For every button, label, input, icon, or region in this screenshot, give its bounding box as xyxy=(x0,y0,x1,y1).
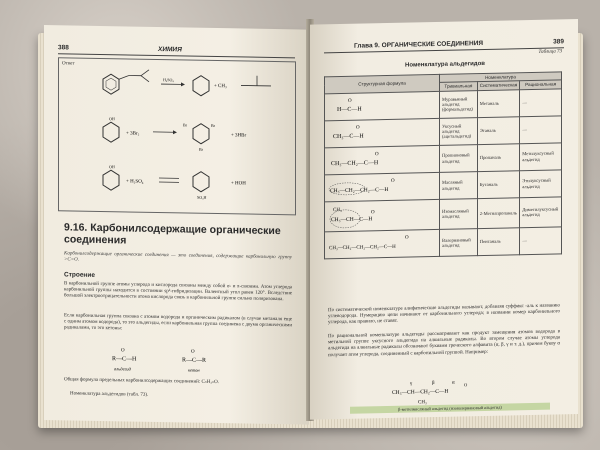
definition-text: Карбонилсодержащие органические соединения — это соединения, содержащие карбонильную группу >C=O. xyxy=(64,251,292,263)
trivial-cell: Валериановый альдегид xyxy=(440,229,478,257)
svg-text:CH₃—CH—C—H: CH₃—CH—C—H xyxy=(331,215,373,223)
svg-text:Br: Br xyxy=(199,146,203,152)
table-title: Номенклатура альдегидов xyxy=(405,60,485,69)
trivial-cell: Муравьиный альдегид (формальдегид) xyxy=(440,90,478,118)
col-nomenclature: Номенклатура xyxy=(440,72,562,83)
svg-text:CH₃: CH₃ xyxy=(418,400,427,406)
section-title: 9.16. Карбонилсодержащие органические соединения xyxy=(64,221,281,247)
structure-cell xyxy=(325,229,440,258)
left-page-header xyxy=(58,41,295,58)
svg-text:H—C—H: H—C—H xyxy=(337,106,362,113)
svg-text:R—C—H: R—C—H xyxy=(112,356,137,363)
svg-text:O: O xyxy=(191,349,195,355)
svg-text:CH₃—CH—CH₂—C—H: CH₃—CH—CH₂—C—H xyxy=(392,388,449,396)
svg-text:O: O xyxy=(121,348,125,354)
svg-text:O: O xyxy=(391,178,395,184)
subheading-structure: Строение xyxy=(64,271,95,279)
svg-text:γ: γ xyxy=(410,381,413,387)
trivial-cell: Пропионовый альдегид xyxy=(440,144,478,172)
example-formula xyxy=(390,377,500,407)
right-running-title: Глава 9. ОРГАНИЧЕСКИЕ СОЕДИНЕНИЯ xyxy=(354,39,484,50)
systematic-cell: 2-Метилпропаналь xyxy=(477,197,519,228)
svg-text:O: O xyxy=(348,98,352,104)
svg-text:CH₃—CH₂—CH₂—CH₂—C—H: CH₃—CH₂—CH₂—CH₂—C—H xyxy=(329,245,396,252)
table-number: Таблица 73 xyxy=(538,49,562,55)
left-page-number: 388 xyxy=(58,44,69,52)
carbonyl-formulas xyxy=(104,344,254,377)
structure-cell xyxy=(325,145,440,174)
rational-cell: — xyxy=(520,88,562,116)
rational-cell: — xyxy=(520,115,562,143)
systematic-cell: Бутаналь xyxy=(477,170,519,198)
systematic-cell: Этаналь xyxy=(477,116,519,144)
systematic-cell: Метаналь xyxy=(477,89,519,117)
left-page xyxy=(44,25,309,425)
answer-box xyxy=(58,57,296,215)
reaction-2-extra: + 3HBr xyxy=(231,133,247,139)
structure-cell xyxy=(325,172,440,201)
rational-cell: Диметилуксусный альдегид xyxy=(520,196,562,227)
paragraph-structure: В карбонильной группе атомы углерода и кислорода связаны между собой σ- и π-связями. Атом углерода карбонильной группы находится в состоянии sp²-гибридизации. Валентный угол равен 120°. Вследствие большой электроотрицательности атома кислорода связь в карбонильной группе сильно поляризована. xyxy=(64,281,292,303)
aldehyde-label: альдегид xyxy=(114,366,131,372)
rational-cell: Метилуксусный альдегид xyxy=(520,142,562,170)
svg-text:OH: OH xyxy=(109,164,115,170)
col-structure: Структурная формула xyxy=(325,74,440,93)
svg-text:OH: OH xyxy=(109,116,115,122)
general-formula-text: Общая формула предельных карбонилсодержащих соединений: CₙH₂ₙO. xyxy=(64,377,219,386)
nomenclature-table xyxy=(324,71,562,259)
svg-text:O: O xyxy=(356,125,360,131)
left-running-title: ХИМИЯ xyxy=(158,45,182,54)
reaction-3 xyxy=(81,159,286,203)
svg-text:CH₃—CH₂—C—H: CH₃—CH₂—C—H xyxy=(331,160,379,168)
svg-text:CH₃: CH₃ xyxy=(333,207,342,213)
svg-text:Br: Br xyxy=(211,122,215,128)
svg-text:O: O xyxy=(464,382,468,388)
right-page-number: 389 xyxy=(553,38,564,46)
col-rational: Рациональная xyxy=(520,80,562,89)
reaction-1 xyxy=(81,63,286,107)
svg-text:α: α xyxy=(452,380,455,386)
paragraph-aldehydes-ketones: Если карбонильная группа связана с атомом водорода и органическим радикалом (в случае метаналя еще с одним атомом водорода), то это альдегиды, если карбонильная группа соединена с двумя органическими радикалами, то это кетоны: xyxy=(64,313,292,332)
svg-text:R—C—R: R—C—R xyxy=(182,357,207,364)
table-row xyxy=(325,196,562,231)
structure-cell xyxy=(325,118,440,147)
structure-cell xyxy=(325,199,440,232)
reaction-3-extra: + HOH xyxy=(231,181,246,187)
svg-text:CH₃—CH₂—CH₂—C—H: CH₃—CH₂—CH₂—C—H xyxy=(330,186,389,195)
trivial-cell: Масляный альдегид xyxy=(440,171,478,199)
reaction-3-reagent: + H₂SO₄ xyxy=(126,179,144,185)
ketone-label: кетон xyxy=(188,367,200,373)
reaction-1-extra: + CH₃ xyxy=(214,83,227,90)
svg-text:CH₃—C—H: CH₃—C—H xyxy=(333,133,364,141)
svg-text:SO₃H: SO₃H xyxy=(197,194,207,200)
svg-text:Br: Br xyxy=(183,122,187,128)
answer-label: Ответ xyxy=(62,61,75,67)
rational-cell: — xyxy=(520,227,562,255)
trivial-cell: Уксусный альдегид (ацетальдегид) xyxy=(440,117,478,145)
table-row xyxy=(325,227,562,259)
svg-text:O: O xyxy=(405,235,409,241)
col-systematic: Систематическая xyxy=(477,81,519,90)
rational-cell: Этилуксусный альдегид xyxy=(520,169,562,197)
svg-text:O: O xyxy=(375,152,379,158)
open-book xyxy=(38,25,583,427)
structure-cell xyxy=(325,91,440,120)
systematic-cell: Пентаналь xyxy=(477,228,519,256)
svg-text:O: O xyxy=(371,209,375,215)
paragraph-systematic: По систематической номенклатуре алифатические альдегиды называют, добавляя суффикс -аль к названию углеводорода. Нумерацию цепи начинают от карбонильного углерода; в названии номер карбонильного углерода, как правило, не ставят. xyxy=(328,303,560,326)
paragraph-rational: По рациональной номенклатуре альдегиды рассматривают как продукт замещения атомов водорода в метильной группе уксусного альдегида на алкильные радикалы. Во втором случае атомы углерода альдегида на алкильные радикалы обозначают буквами греческого алфавита (α, β, γ и т. д.), причем букву α получает атом углерода, соединенный с карбонильной группой. Например: xyxy=(328,329,560,358)
nomenclature-note: Номенклатура альдегидов (табл. 73). xyxy=(70,391,149,398)
svg-text:β: β xyxy=(432,381,435,387)
reaction-2 xyxy=(81,111,286,155)
trivial-cell: Изомасляный альдегид xyxy=(440,198,478,229)
reaction-1-reagent: H₂SO₄ xyxy=(163,77,174,83)
systematic-cell: Пропаналь xyxy=(477,143,519,171)
right-page xyxy=(310,19,578,420)
col-trivial: Тривиальная xyxy=(440,82,478,91)
example-caption: β-метилмасляный альдегид (изовалериановый альдегид) xyxy=(350,403,550,414)
right-page-header xyxy=(324,35,564,53)
reaction-2-reagent: + 3Br₂ xyxy=(126,131,140,137)
